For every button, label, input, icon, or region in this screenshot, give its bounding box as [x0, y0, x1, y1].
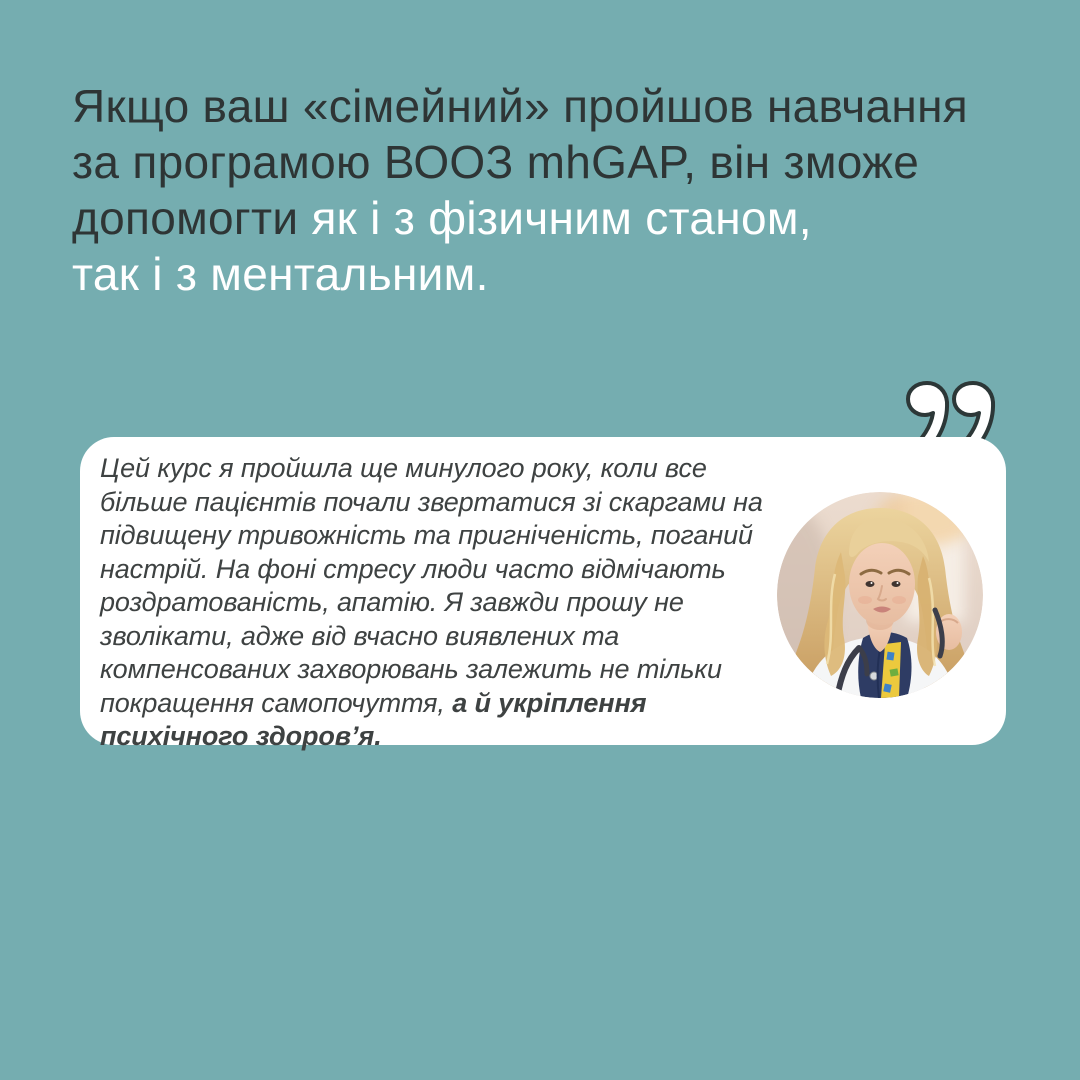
quote-line	[100, 586, 763, 620]
quote-line	[100, 452, 763, 486]
heading-line	[72, 246, 968, 302]
doctor-photo	[777, 492, 983, 698]
heading-line	[72, 78, 968, 134]
quote-line	[100, 620, 763, 654]
heading-line-segment: як і з фізичним станом,	[311, 192, 812, 244]
quote-line-segment: більше пацієнтів почали звертатися зі скаргами на	[100, 486, 763, 517]
quote-line-segment: роздратованість, апатію. Я завжди прошу не	[100, 587, 684, 617]
heading-line	[72, 134, 968, 190]
quote-line-segment: покращення самопочуття,	[100, 687, 453, 718]
quote-line	[100, 519, 763, 553]
quote-line-segment: підвищену тривожність та пригніченість, поганий	[100, 520, 753, 550]
quote-line-segment: психічного здоров’я.	[100, 721, 382, 751]
avatar	[777, 492, 983, 698]
quote-line	[100, 653, 763, 687]
page-title	[72, 78, 968, 302]
quote-line-segment: зволікати, адже від вчасно виявлених та	[100, 620, 620, 651]
quote-card	[80, 437, 1006, 751]
quote-line	[100, 486, 763, 520]
heading-line-segment: Якщо ваш «сімейний» пройшов навчання	[72, 80, 968, 132]
heading-line	[72, 190, 968, 246]
quote-line-segment: настрій. На фоні стресу люди часто відмічають	[100, 553, 726, 584]
quote-text	[100, 452, 763, 754]
heading-line-segment: так і з ментальним.	[72, 248, 489, 300]
heading-line-segment: за програмою ВООЗ mhGAP, він зможе	[72, 136, 920, 188]
quote-line-segment: компенсованих захворювань залежить не тільки	[100, 654, 722, 684]
quote-line-segment: а й укріплення	[452, 687, 647, 718]
quote-line	[100, 687, 763, 721]
heading-line-segment: допомогти	[72, 192, 312, 244]
quote-line	[100, 553, 763, 587]
quote-line-segment: Цей курс я пройшла ще минулого року, коли все	[100, 453, 707, 483]
quote-line	[100, 720, 763, 754]
